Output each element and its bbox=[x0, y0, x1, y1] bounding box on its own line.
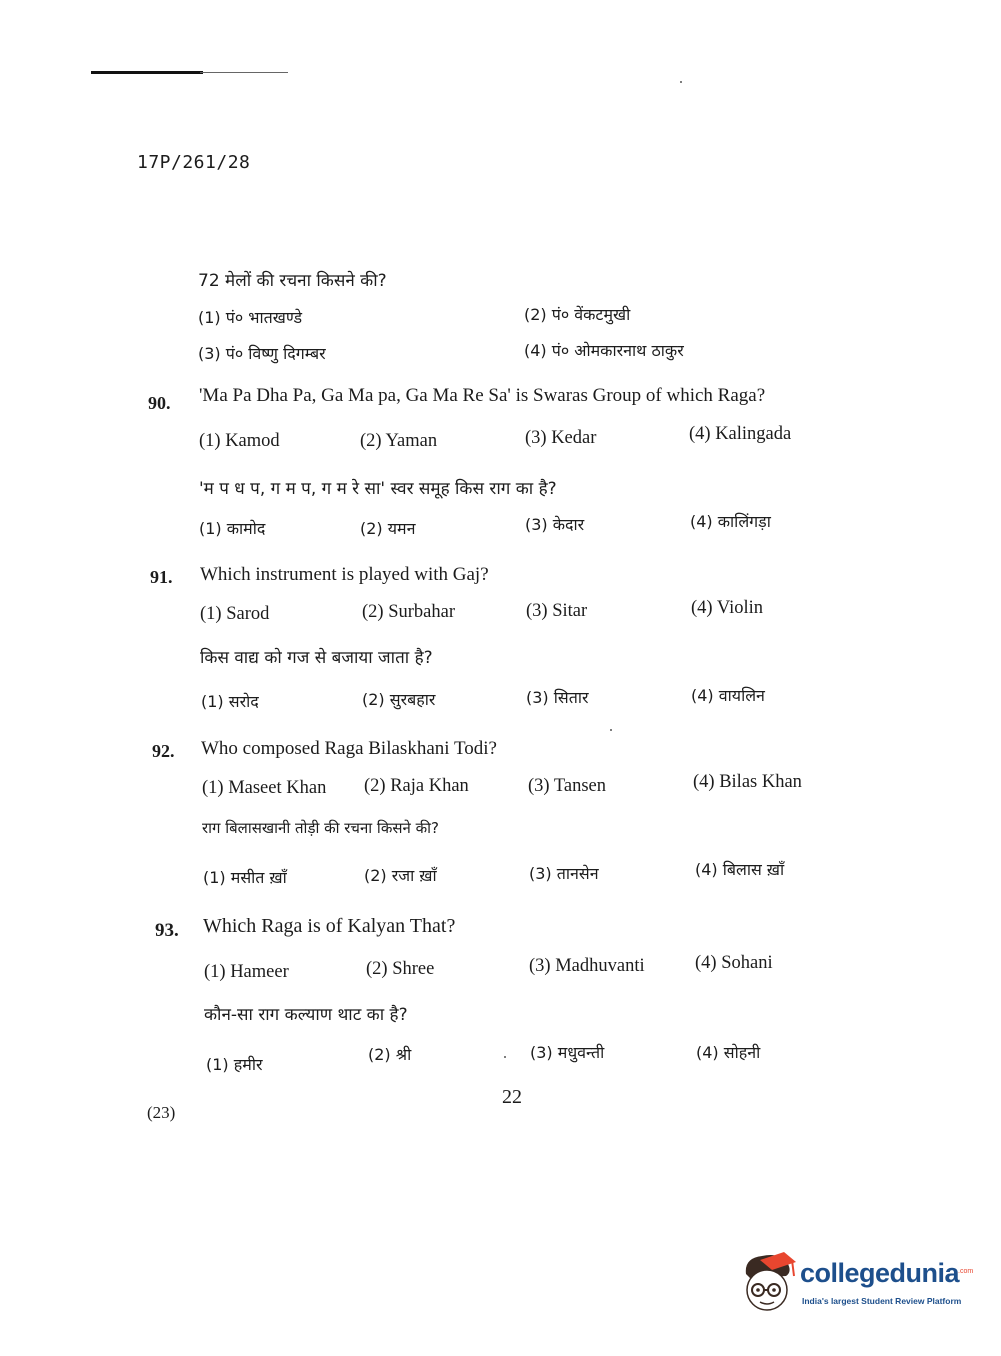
question-91-hindi-text: किस वाद्य को गज से बजाया जाता है? bbox=[200, 648, 433, 668]
q90-option-3: (3) Kedar bbox=[525, 428, 597, 448]
top-rule-faint bbox=[200, 72, 288, 73]
question-number: 91. bbox=[150, 567, 173, 587]
q91-option-2: (2) Surbahar bbox=[362, 602, 455, 622]
q90-option-2-hi: (2) यमन bbox=[360, 519, 416, 538]
q89-option-2-hi: (2) पं० वेंकटमुखी bbox=[524, 305, 631, 324]
q90-option-1: (1) Kamod bbox=[199, 431, 280, 451]
q89-option-4-hi: (4) पं० ओमकारनाथ ठाकुर bbox=[524, 341, 684, 360]
q90-option-4: (4) Kalingada bbox=[689, 424, 792, 444]
q91-option-4-hi: (4) वायलिन bbox=[691, 686, 765, 705]
top-rule bbox=[91, 71, 203, 74]
question-93-hindi-text: कौन-सा राग कल्याण थाट का है? bbox=[204, 1005, 408, 1025]
question-92-english-text: Who composed Raga Bilaskhani Todi? bbox=[201, 738, 497, 759]
question-90-english-text: 'Ma Pa Dha Pa, Ga Ma pa, Ga Ma Re Sa' is Swaras Group of which Raga? bbox=[199, 385, 766, 406]
sheet-mark: (23) bbox=[147, 1103, 176, 1122]
q92-option-3-hi: (3) तानसेन bbox=[529, 864, 599, 883]
question-90-hindi-text: 'म प ध प, ग म प, ग म रे सा' स्वर समूह किस राग का है? bbox=[199, 479, 557, 499]
question-92-hindi-text: राग बिलासखानी तोड़ी की रचना किसने की? bbox=[202, 819, 439, 837]
q92-option-2-hi: (2) रजा ख़ाँ bbox=[364, 866, 437, 885]
q91-option-2-hi: (2) सुरबहार bbox=[362, 690, 436, 709]
q92-option-4-hi: (4) बिलास ख़ाँ bbox=[695, 860, 785, 879]
question-number: 93. bbox=[155, 920, 179, 941]
mascot-icon bbox=[740, 1250, 798, 1316]
q93-option-4: (4) Sohani bbox=[695, 953, 773, 973]
q92-option-1: (1) Maseet Khan bbox=[202, 778, 327, 798]
q90-option-4-hi: (4) कालिंगड़ा bbox=[690, 512, 771, 531]
collegedunia-watermark bbox=[740, 1250, 974, 1322]
question-number: 92. bbox=[152, 741, 175, 761]
q91-option-1: (1) Sarod bbox=[200, 604, 270, 624]
scan-speck bbox=[504, 1056, 506, 1058]
q93-option-3: (3) Madhuvanti bbox=[529, 956, 645, 976]
question-89-hindi-text: 72 मेलों की रचना किसने की? bbox=[198, 271, 387, 291]
page-number: 22 bbox=[502, 1086, 522, 1108]
q91-option-4: (4) Violin bbox=[691, 598, 764, 618]
q93-option-1-hi: (1) हमीर bbox=[206, 1055, 263, 1074]
paper-code: 17P/261/28 bbox=[137, 152, 251, 173]
q93-option-3-hi: (3) मधुवन्ती bbox=[530, 1043, 605, 1062]
q90-option-1-hi: (1) कामोद bbox=[199, 519, 266, 538]
q91-option-1-hi: (1) सरोद bbox=[201, 692, 259, 711]
q90-option-2: (2) Yaman bbox=[360, 431, 438, 451]
brand-domain-suffix: .com bbox=[958, 1268, 974, 1275]
scan-speck bbox=[680, 81, 682, 83]
q92-option-3: (3) Tansen bbox=[528, 776, 606, 796]
q91-option-3-hi: (3) सितार bbox=[526, 688, 589, 707]
q92-option-2: (2) Raja Khan bbox=[364, 776, 469, 796]
q92-option-4: (4) Bilas Khan bbox=[693, 772, 802, 792]
brand-tagline: India's largest Student Review Platform bbox=[802, 1296, 962, 1306]
q89-option-1-hi: (1) पं० भातखण्डे bbox=[198, 308, 303, 327]
q92-option-1-hi: (1) मसीत ख़ाँ bbox=[203, 868, 287, 887]
q89-option-3-hi: (3) पं० विष्णु दिगम्बर bbox=[198, 344, 326, 363]
question-number: 90. bbox=[148, 393, 171, 413]
scan-speck bbox=[610, 729, 612, 731]
q90-option-3-hi: (3) केदार bbox=[525, 515, 585, 534]
question-91-english-text: Which instrument is played with Gaj? bbox=[200, 564, 489, 585]
q91-option-3: (3) Sitar bbox=[526, 601, 588, 621]
brand-name: collegedunia bbox=[800, 1258, 960, 1288]
q93-option-1: (1) Hameer bbox=[204, 962, 289, 982]
q93-option-2: (2) Shree bbox=[366, 959, 435, 979]
q93-option-4-hi: (4) सोहनी bbox=[696, 1043, 761, 1062]
question-93-english-text: Which Raga is of Kalyan That? bbox=[203, 915, 456, 937]
q93-option-2-hi: (2) श्री bbox=[368, 1045, 412, 1064]
